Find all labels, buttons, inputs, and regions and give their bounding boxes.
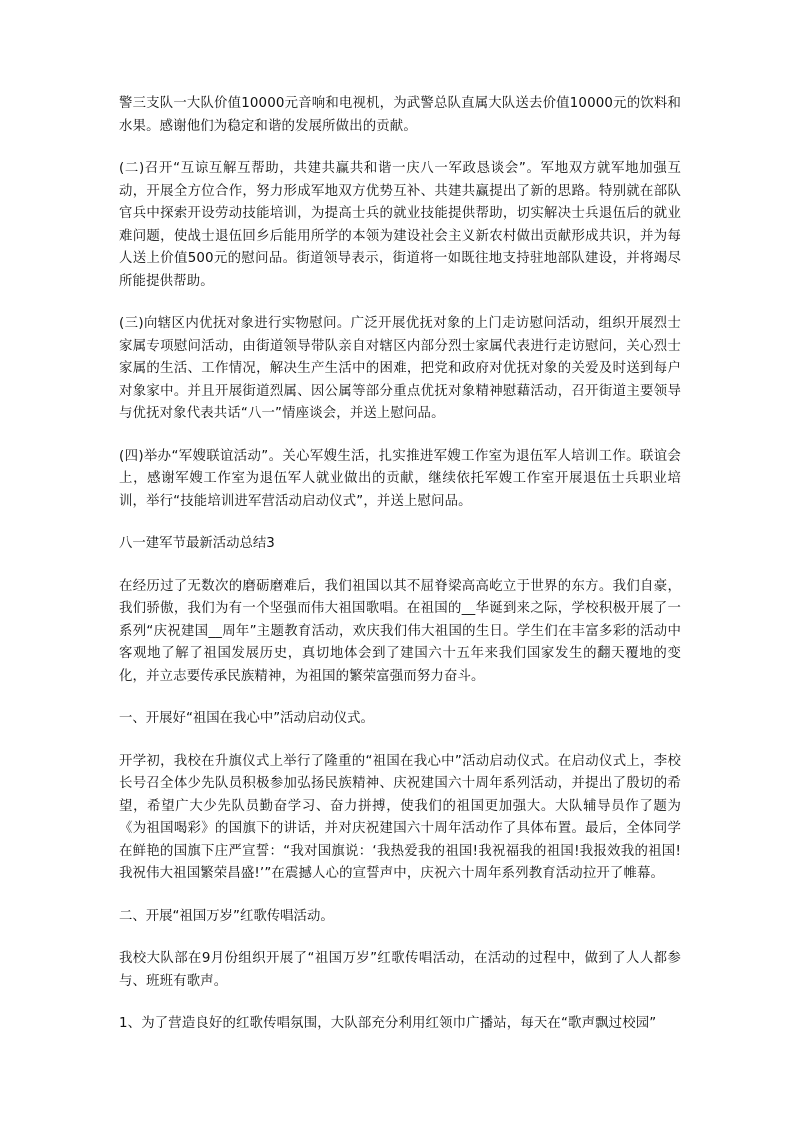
paragraph-6: 开学初，我校在升旗仪式上举行了隆重的“祖国在我心中”活动启动仪式。在启动仪式上，李校长号召全体少先队员积极参加弘扬民族精神、庆祝建国六十周年系列活动，并提出了殷切的希望，希望广大少先队员勤奋学习、奋力拼搏，使我们的祖国更加强大。大队辅导员作了题为《为祖国喝彩》的国旗下的讲话，并对庆祝建国六十周年活动作了具体布置。最后，全体同学在鲜艳的国旗下庄严宣誓：“我对国旗说：‘我热爱我的祖国!我祝福我的祖国!我报效我的祖国!我祝伟大祖国繁荣昌盛!’”在震撼人心的宣誓声中，庆祝六十周年系列教育活动拉开了帷幕。 (119, 753, 681, 881)
subheading-2: 二、开展“祖国万岁”红歌传唱活动。 (119, 908, 334, 924)
paragraph-4: (四)举办“军嫂联谊活动”。关心军嫂生活，扎实推进军嫂工作室为退伍军人培训工作。联谊会上，感谢军嫂工作室为退伍军人就业做出的贡献，继续依托军嫂工作室开展退伍士兵职业培训，举行“技能培训进军营活动启动仪式”，并送上慰问品。 (119, 448, 681, 509)
paragraph-8: 1、为了营造良好的红歌传唱氛围，大队部充分利用红领巾广播站，每天在“歌声飘过校园” (119, 1016, 657, 1031)
section-heading: 八一建军节最新活动总结3 (119, 536, 275, 551)
paragraph-2: (二)召开“互谅互解互帮助，共建共赢共和谐一庆八一军政恳谈会”。军地双方就军地加强互动，开展全方位合作，努力形成军地双方优势互补、共建共赢提出了新的思路。特别就在部队官兵中探索开设劳动技能培训，为提高士兵的就业技能提供帮助，切实解决士兵退伍后的就业难问题，使战士退伍回乡后能用所学的本领为建设社会主义新农村做出贡献形成共识，并为每人送上价值500元的慰问品。街道领导表示，街道将一如既往地支持驻地部队建设，并将竭尽所能提供帮助。 (119, 161, 681, 289)
paragraph-1: 警三支队一大队价值10000元音响和电视机，为武警总队直属大队送去价值10000元的饮料和水果。感谢他们为稳定和谐的发展所做出的贡献。 (119, 96, 681, 134)
paragraph-7: 我校大队部在9月份组织开展了“祖国万岁”红歌传唱活动，在活动的过程中，做到了人人都参与、班班有歌声。 (119, 951, 681, 989)
document-page (119, 93, 681, 1056)
paragraph-3: (三)向辖区内优抚对象进行实物慰问。广泛开展优抚对象的上门走访慰问活动，组织开展烈士家属专项慰问活动，由街道领导带队亲自对辖区内部分烈士家属代表进行走访慰问，关心烈士家属的生活、工作情况，解决生产生活中的困难，把党和政府对优抚对象的关爱及时送到每户对象家中。并且开展街道烈属、因公属等部分重点优抚对象精神慰藉活动，召开街道主要领导与优抚对象代表共话“八一”情座谈会，并送上慰问品。 (119, 316, 681, 421)
subheading-1: 一、开展好“祖国在我心中”活动启动仪式。 (119, 711, 374, 726)
paragraph-5: 在经历过了无数次的磨砺磨难后，我们祖国以其不屈脊梁高高屹立于世界的东方。我们自豪，我们骄傲，我们为有一个坚强而伟大祖国歌唱。在祖国的__华诞到来之际，学校积极开展了一系列“庆祝建国__周年”主题教育活动，欢庆我们伟大祖国的生日。学生们在丰富多彩的活动中客观地了解了祖国发展历史，真切地体会到了建国六十五年来我们国家发生的翻天覆地的变化，并立志要传承民族精神，为祖国的繁荣富强而努力奋斗。 (119, 578, 681, 684)
